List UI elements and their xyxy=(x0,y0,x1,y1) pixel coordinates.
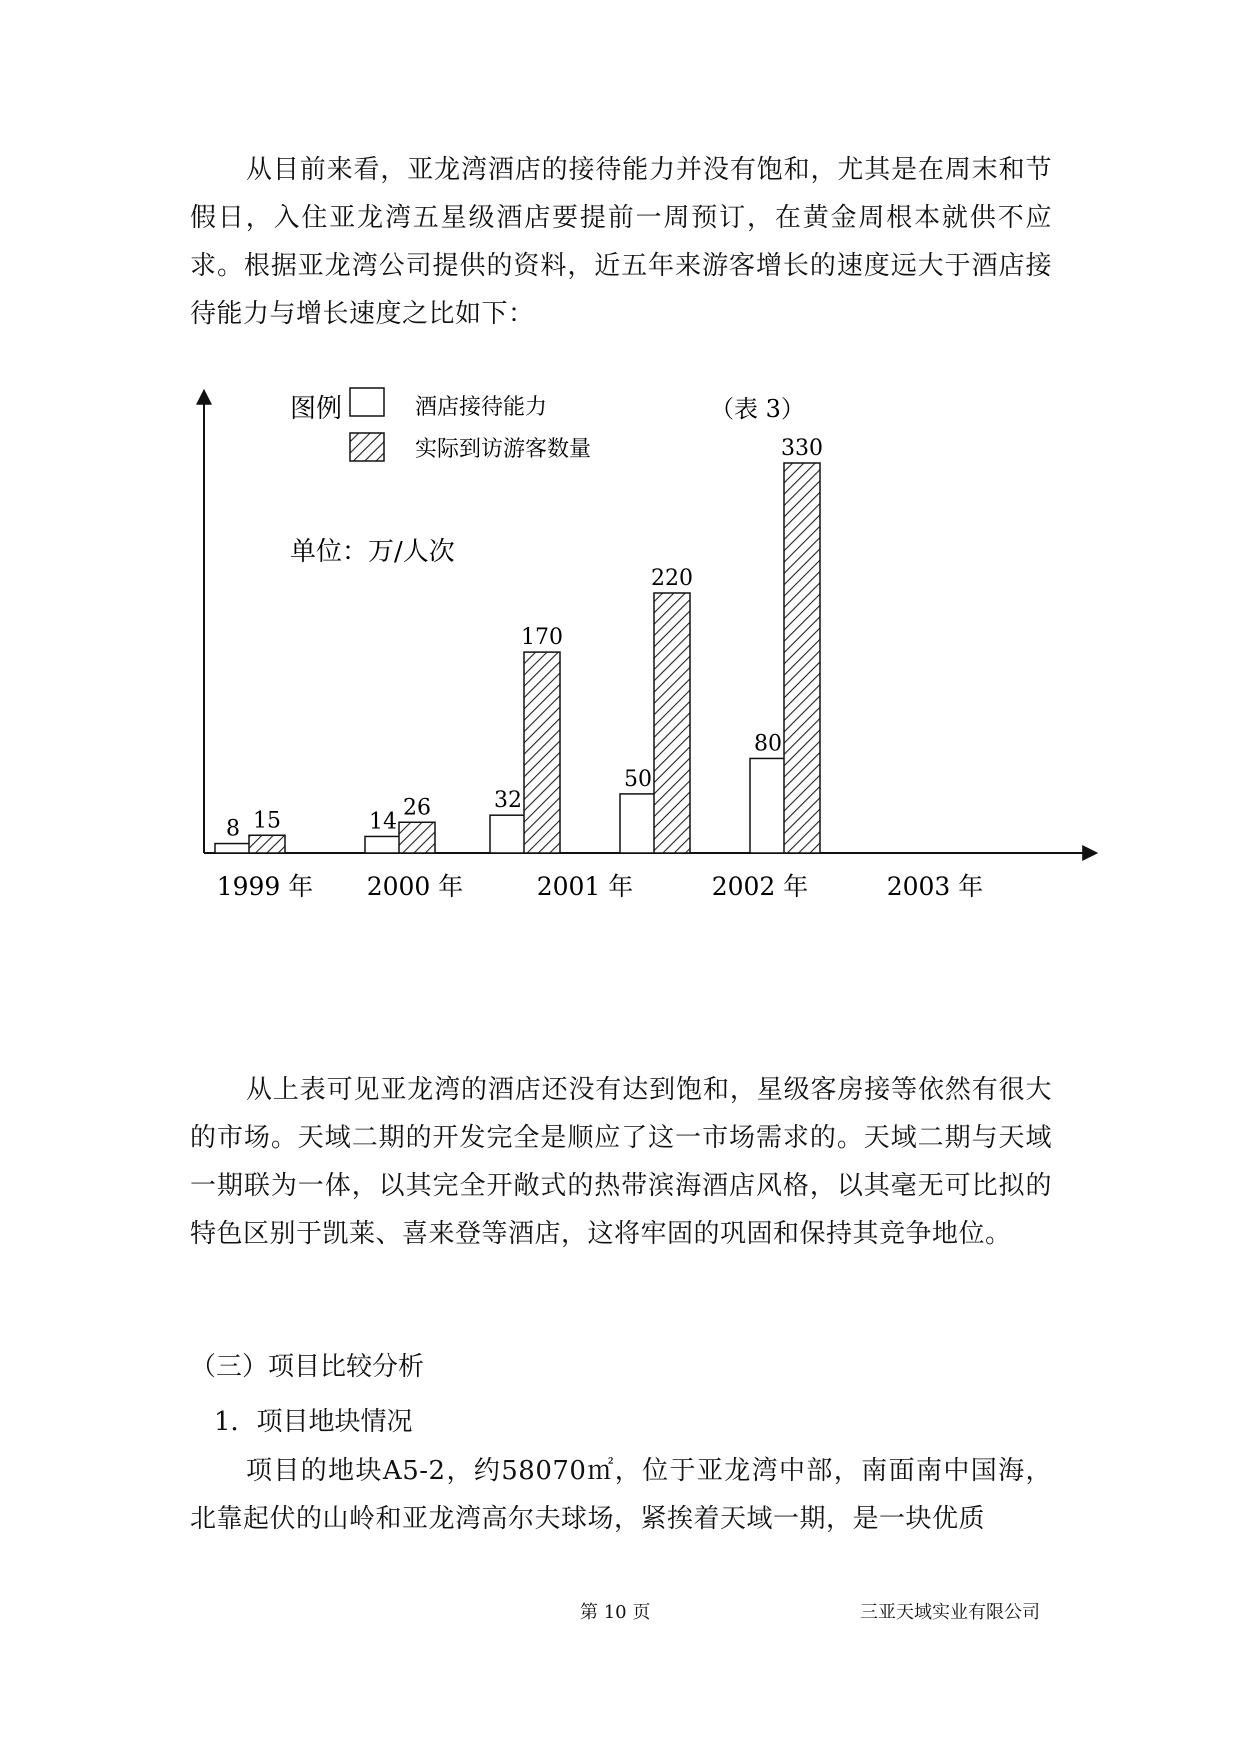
x-tick-label: 2003 年 xyxy=(886,872,984,901)
bar-capacity xyxy=(620,794,656,853)
page-number: 第 10 页 xyxy=(580,1602,651,1623)
section-heading: （三）项目比较分析 xyxy=(190,1352,425,1382)
bar-value-label: 220 xyxy=(651,566,693,591)
bar-visitors xyxy=(654,593,690,853)
bar-value-label: 26 xyxy=(403,795,431,821)
intro-paragraph: 从目前来看，亚龙湾酒店的接待能力并没有饱和，尤其是在周末和节假日，入住亚龙湾五星级酒店要提前一周预订，在黄金周根本就供不应求。根据亚龙湾公司提供的资料，近五年来游客增长的速度远大于酒店接待能力与增长速度之比如下： xyxy=(190,155,1052,329)
table-label: （表 3） xyxy=(710,395,805,423)
x-tick-labels xyxy=(217,872,984,901)
company-name: 三亚天域实业有限公司 xyxy=(860,1602,1040,1623)
bar-value-label: 8 xyxy=(226,816,240,842)
bar-capacity xyxy=(215,844,251,853)
x-tick-label: 2000 年 xyxy=(366,872,464,901)
bar-value-label: 32 xyxy=(494,788,522,814)
land-paragraph: 项目的地块A5-2，约58070㎡，位于亚龙湾中部，南面南中国海，北靠起伏的山岭和亚龙湾高尔夫球场，紧挨着天域一期，是一块优质 xyxy=(190,1456,1052,1534)
bar-visitors xyxy=(399,822,435,853)
bar-value-label: 170 xyxy=(521,625,563,651)
bar-value-label: 15 xyxy=(253,808,281,834)
legend-label-capacity: 酒店接待能力 xyxy=(415,395,548,420)
analysis-paragraph: 从上表可见亚龙湾的酒店还没有达到饱和，星级客房接等依然有很大的市场。天域二期的开发完全是顺应了这一市场需求的。天域二期与天域一期联为一体，以其完全开敞式的热带滨海酒店风格，以其毫无可比拟的特色区别于凯莱、喜来登等酒店，这将牢固的巩固和保持其竞争地位。 xyxy=(190,1075,1052,1249)
bar-value-label: 14 xyxy=(369,809,397,835)
bar-capacity xyxy=(365,836,401,853)
bar-visitors xyxy=(249,835,285,853)
legend-swatch-capacity xyxy=(350,388,384,416)
legend-title: 图例 xyxy=(290,394,343,424)
bar-visitors xyxy=(524,652,560,853)
bar-value-label: 80 xyxy=(754,731,782,757)
x-tick-label: 2002 年 xyxy=(711,872,809,901)
bar-value-label: 50 xyxy=(624,766,652,792)
legend-label-visitors: 实际到访游客数量 xyxy=(415,437,592,462)
bar-value-label: 330 xyxy=(781,436,823,461)
bar-visitors xyxy=(784,463,820,853)
unit-label: 单位：万/人次 xyxy=(290,537,455,567)
subsection-heading: 1．项目地块情况 xyxy=(214,1407,413,1437)
x-tick-label: 2001 年 xyxy=(536,872,634,901)
x-tick-label: 1999 年 xyxy=(216,872,314,901)
bars-group xyxy=(215,436,823,853)
bar-capacity xyxy=(750,758,786,853)
bar-capacity xyxy=(490,815,526,853)
legend-swatch-visitors xyxy=(350,433,384,461)
hotel-visitor-bar-chart xyxy=(190,394,1130,1020)
